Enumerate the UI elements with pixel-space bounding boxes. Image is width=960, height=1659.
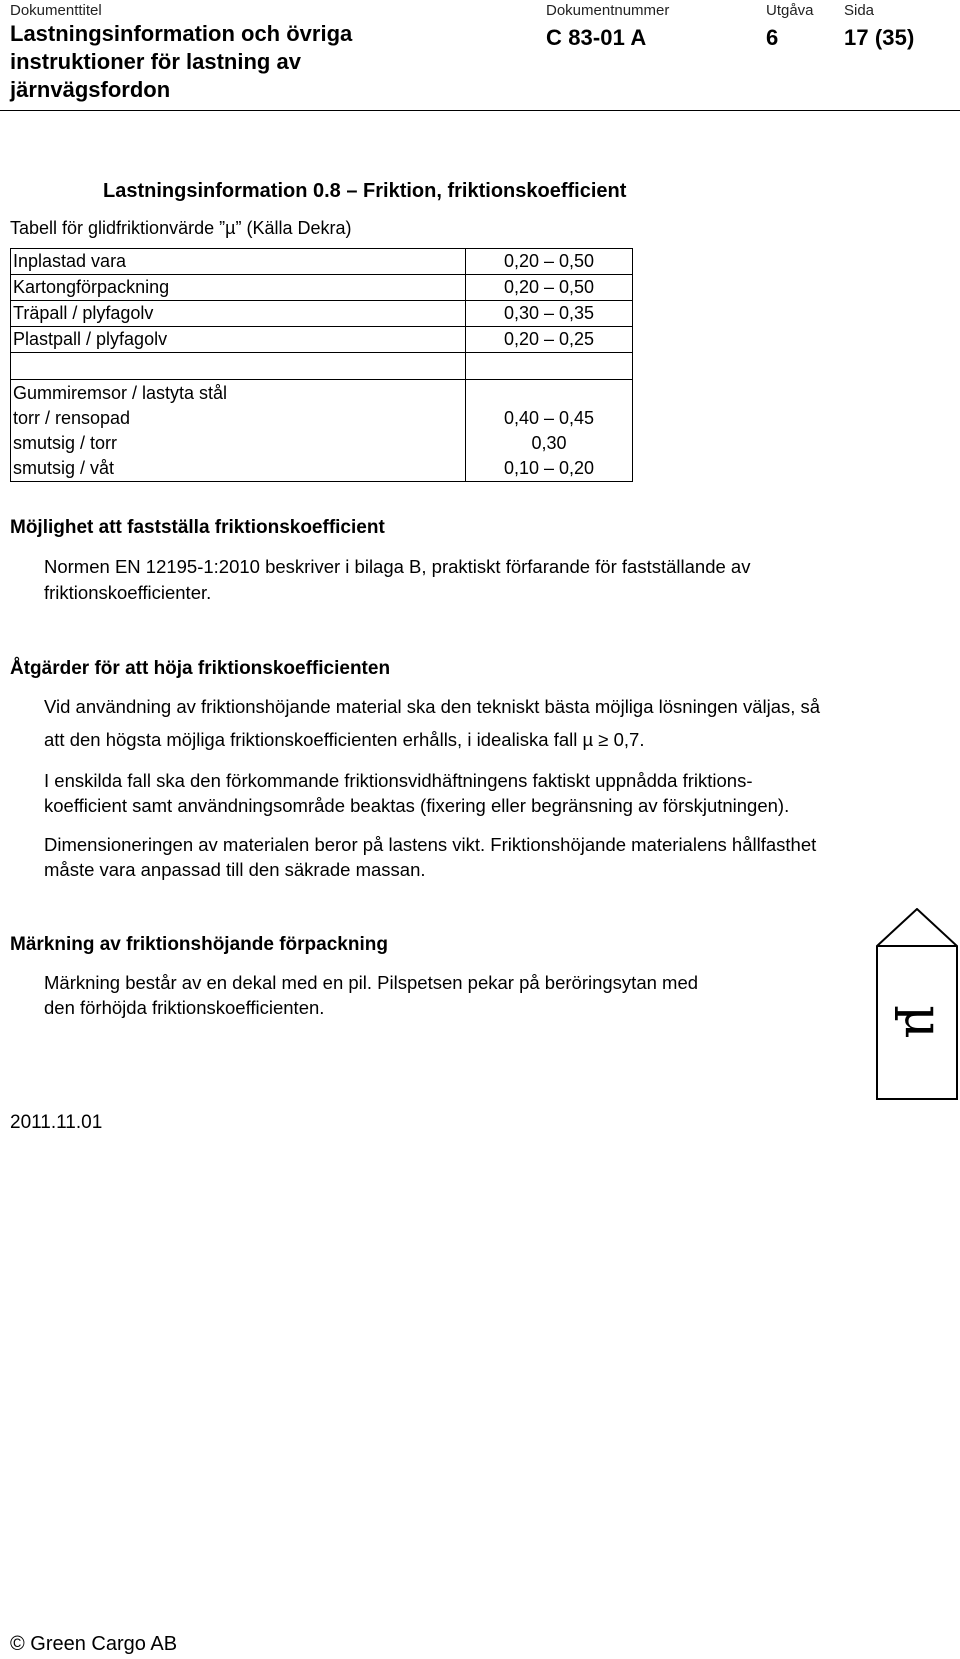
group-material: smutsig / våt	[13, 458, 115, 478]
determine-text-line-1: Normen EN 12195-1:2010 beskriver i bilaga B, praktiskt förfarande för fastställande av	[44, 556, 751, 577]
group-heading: Gummiremsor / lastyta stål	[13, 383, 228, 403]
measures-p1-line-2: att den högsta möjliga friktionskoefficienten erhålls, i idealiska fall µ ≥ 0,7.	[44, 729, 645, 750]
table-cell-value: 0,20 – 0,50	[466, 275, 633, 301]
table-cell-material: Träpall / plyfagolv	[11, 301, 466, 327]
mu-symbol: µ	[893, 1005, 953, 1039]
header-divider	[0, 110, 960, 111]
page-number: 17 (35)	[844, 25, 915, 50]
table-cell-value: 0,20 – 0,25	[466, 327, 633, 353]
group-value: 0,40 – 0,45	[503, 408, 595, 428]
measures-p3-line-1: Dimensioneringen av materialen beror på lastens vikt. Friktionshöjande materialens hållfasthet	[44, 834, 817, 855]
marking-text-line-2: den förhöjda friktionskoefficienten.	[44, 997, 325, 1018]
footer-date: 2011.11.01	[10, 1112, 103, 1133]
page-label: Sida	[844, 2, 875, 19]
edition-label: Utgåva	[766, 2, 814, 19]
determine-text-line-2: friktionskoefficienter.	[44, 582, 212, 603]
group-material: torr / rensopad	[13, 408, 131, 428]
footer-copyright: © Green Cargo AB	[10, 1633, 178, 1655]
table-cell-value: 0,30 – 0,35	[466, 301, 633, 327]
table-row	[11, 249, 633, 275]
marking-text-line-1: Märkning består av en dekal med en pil. Pilspetsen pekar på beröringsytan med	[44, 972, 699, 993]
measures-p1-line-1: Vid användning av friktionshöjande material ska den tekniskt bästa möjliga lösningen väljas, så	[44, 696, 821, 717]
table-cell-material: Inplastad vara	[11, 249, 466, 275]
friction-table	[10, 248, 633, 482]
table-row-empty	[11, 353, 633, 380]
doc-title: Lastningsinformation och övriga instruktioner för lastning av järnvägsfordon	[10, 21, 353, 102]
doc-number: C 83-01 A	[546, 25, 647, 50]
measures-p3-line-2: måste vara anpassad till den säkrade massan.	[44, 859, 426, 880]
group-value: 0,10 – 0,20	[503, 458, 595, 478]
measures-heading: Åtgärder för att höja friktionskoefficienten	[10, 658, 391, 679]
table-cell-material: Kartongförpackning	[11, 275, 466, 301]
table-caption: Tabell för glidfriktionvärde ”µ” (Källa Dekra)	[10, 218, 352, 238]
determine-heading: Möjlighet att fastställa friktionskoefficient	[10, 517, 385, 538]
table-row	[11, 275, 633, 301]
table-cell-empty	[466, 353, 633, 380]
marking-heading: Märkning av friktionshöjande förpackning	[10, 934, 388, 955]
measures-p2-line-2: koefficient samt användningsområde beaktas (fixering eller begränsning av förskjutningen).	[44, 795, 790, 816]
doc-title-label: Dokumenttitel	[10, 2, 102, 19]
table-cell-material: Plastpall / plyfagolv	[11, 327, 466, 353]
table-cell-group-values	[466, 380, 633, 482]
table-cell-group-materials	[11, 380, 466, 482]
table-row	[11, 327, 633, 353]
group-value: 0,30	[531, 433, 567, 453]
table-cell-empty	[11, 353, 466, 380]
table-cell-value: 0,20 – 0,50	[466, 249, 633, 275]
group-material: smutsig / torr	[13, 433, 118, 453]
edition-number: 6	[766, 25, 779, 50]
doc-number-label: Dokumentnummer	[546, 2, 670, 19]
measures-p2-line-1: I enskilda fall ska den förkommande friktionsvidhäftningens faktiskt uppnådda friktions-	[44, 770, 753, 791]
table-row	[11, 301, 633, 327]
section-title: Lastningsinformation 0.8 – Friktion, friktionskoefficient	[103, 180, 627, 202]
table-row-group	[11, 380, 633, 482]
